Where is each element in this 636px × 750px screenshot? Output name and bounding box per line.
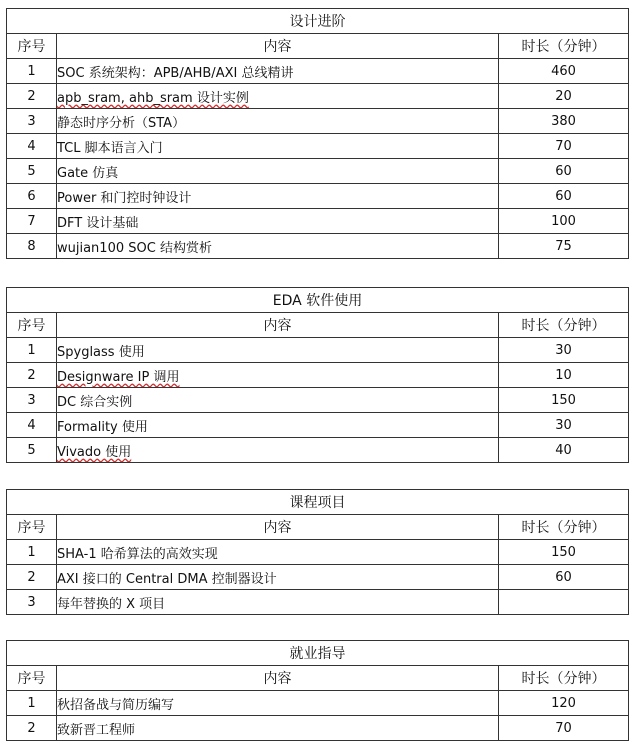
table-row: [7, 565, 629, 590]
table-row: [7, 363, 629, 388]
row-num: 2: [7, 84, 57, 109]
row-content: DC 综合实例: [57, 388, 499, 413]
row-num: 2: [7, 565, 57, 590]
table-row: [7, 134, 629, 159]
table-row: [7, 716, 629, 741]
header-num: 序号: [7, 515, 57, 540]
row-num: 4: [7, 134, 57, 159]
row-duration: 120: [499, 691, 629, 716]
row-content: AXI 接口的 Central DMA 控制器设计: [57, 565, 499, 590]
table-row: [7, 338, 629, 363]
header-content: 内容: [57, 34, 499, 59]
section-design-advanced: [6, 8, 628, 259]
table-row: [7, 59, 629, 84]
row-num: 5: [7, 438, 57, 463]
header-content: 内容: [57, 666, 499, 691]
row-duration: 60: [499, 159, 629, 184]
row-duration: 150: [499, 540, 629, 565]
row-content: [57, 84, 499, 109]
section-eda-software: [6, 287, 628, 463]
row-num: 1: [7, 540, 57, 565]
header-num: 序号: [7, 666, 57, 691]
header-duration: 时长（分钟）: [499, 515, 629, 540]
row-num: 3: [7, 388, 57, 413]
header-content: 内容: [57, 313, 499, 338]
table-row: [7, 388, 629, 413]
header-row: [7, 313, 629, 338]
row-duration: 20: [499, 84, 629, 109]
row-content: TCL 脚本语言入门: [57, 134, 499, 159]
row-duration: [499, 590, 629, 615]
row-num: 1: [7, 338, 57, 363]
row-num: 2: [7, 716, 57, 741]
row-content: wujian100 SOC 结构赏析: [57, 234, 499, 259]
row-content-text: Designware IP 调用: [57, 369, 180, 385]
course-projects-table: [6, 489, 629, 615]
row-content: Power 和门控时钟设计: [57, 184, 499, 209]
row-content: 秋招备战与简历编写: [57, 691, 499, 716]
table-row: [7, 84, 629, 109]
row-duration: 380: [499, 109, 629, 134]
table-row: [7, 184, 629, 209]
row-num: 5: [7, 159, 57, 184]
header-row: [7, 666, 629, 691]
header-row: [7, 34, 629, 59]
table-row: [7, 209, 629, 234]
career-guidance-table: [6, 640, 629, 741]
row-duration: 60: [499, 565, 629, 590]
row-duration: 40: [499, 438, 629, 463]
row-duration: 75: [499, 234, 629, 259]
section-course-projects: [6, 489, 628, 615]
header-num: 序号: [7, 34, 57, 59]
row-content: [57, 363, 499, 388]
row-content: Spyglass 使用: [57, 338, 499, 363]
row-num: 3: [7, 109, 57, 134]
table-row: [7, 540, 629, 565]
eda-software-table: [6, 287, 629, 463]
row-content: Formality 使用: [57, 413, 499, 438]
header-duration: 时长（分钟）: [499, 313, 629, 338]
section-title: EDA 软件使用: [7, 288, 629, 313]
row-duration: 10: [499, 363, 629, 388]
table-row: [7, 109, 629, 134]
row-content: [57, 438, 499, 463]
row-num: 2: [7, 363, 57, 388]
header-duration: 时长（分钟）: [499, 666, 629, 691]
row-duration: 60: [499, 184, 629, 209]
row-duration: 30: [499, 413, 629, 438]
row-content: 致新晋工程师: [57, 716, 499, 741]
row-num: 7: [7, 209, 57, 234]
row-content-text: apb_sram, ahb_sram 设计实例: [57, 90, 249, 106]
row-num: 3: [7, 590, 57, 615]
row-content: SHA-1 哈希算法的高效实现: [57, 540, 499, 565]
table-row: [7, 590, 629, 615]
table-row: [7, 691, 629, 716]
row-duration: 100: [499, 209, 629, 234]
table-row: [7, 438, 629, 463]
header-duration: 时长（分钟）: [499, 34, 629, 59]
row-duration: 70: [499, 134, 629, 159]
section-career-guidance: [6, 640, 628, 741]
row-num: 4: [7, 413, 57, 438]
table-row: [7, 413, 629, 438]
design-advanced-table: [6, 8, 629, 259]
row-content: Gate 仿真: [57, 159, 499, 184]
row-content: SOC 系统架构：APB/AHB/AXI 总线精讲: [57, 59, 499, 84]
row-num: 8: [7, 234, 57, 259]
header-row: [7, 515, 629, 540]
section-title: 设计进阶: [7, 9, 629, 34]
row-duration: 460: [499, 59, 629, 84]
table-row: [7, 159, 629, 184]
row-content: DFT 设计基础: [57, 209, 499, 234]
row-num: 1: [7, 691, 57, 716]
row-content-text: Vivado 使用: [57, 444, 132, 460]
section-title: 就业指导: [7, 641, 629, 666]
row-duration: 30: [499, 338, 629, 363]
row-content: 静态时序分析（STA）: [57, 109, 499, 134]
table-row: [7, 234, 629, 259]
row-num: 6: [7, 184, 57, 209]
header-content: 内容: [57, 515, 499, 540]
row-duration: 150: [499, 388, 629, 413]
row-duration: 70: [499, 716, 629, 741]
row-num: 1: [7, 59, 57, 84]
section-title: 课程项目: [7, 490, 629, 515]
row-content: 每年替换的 X 项目: [57, 590, 499, 615]
header-num: 序号: [7, 313, 57, 338]
